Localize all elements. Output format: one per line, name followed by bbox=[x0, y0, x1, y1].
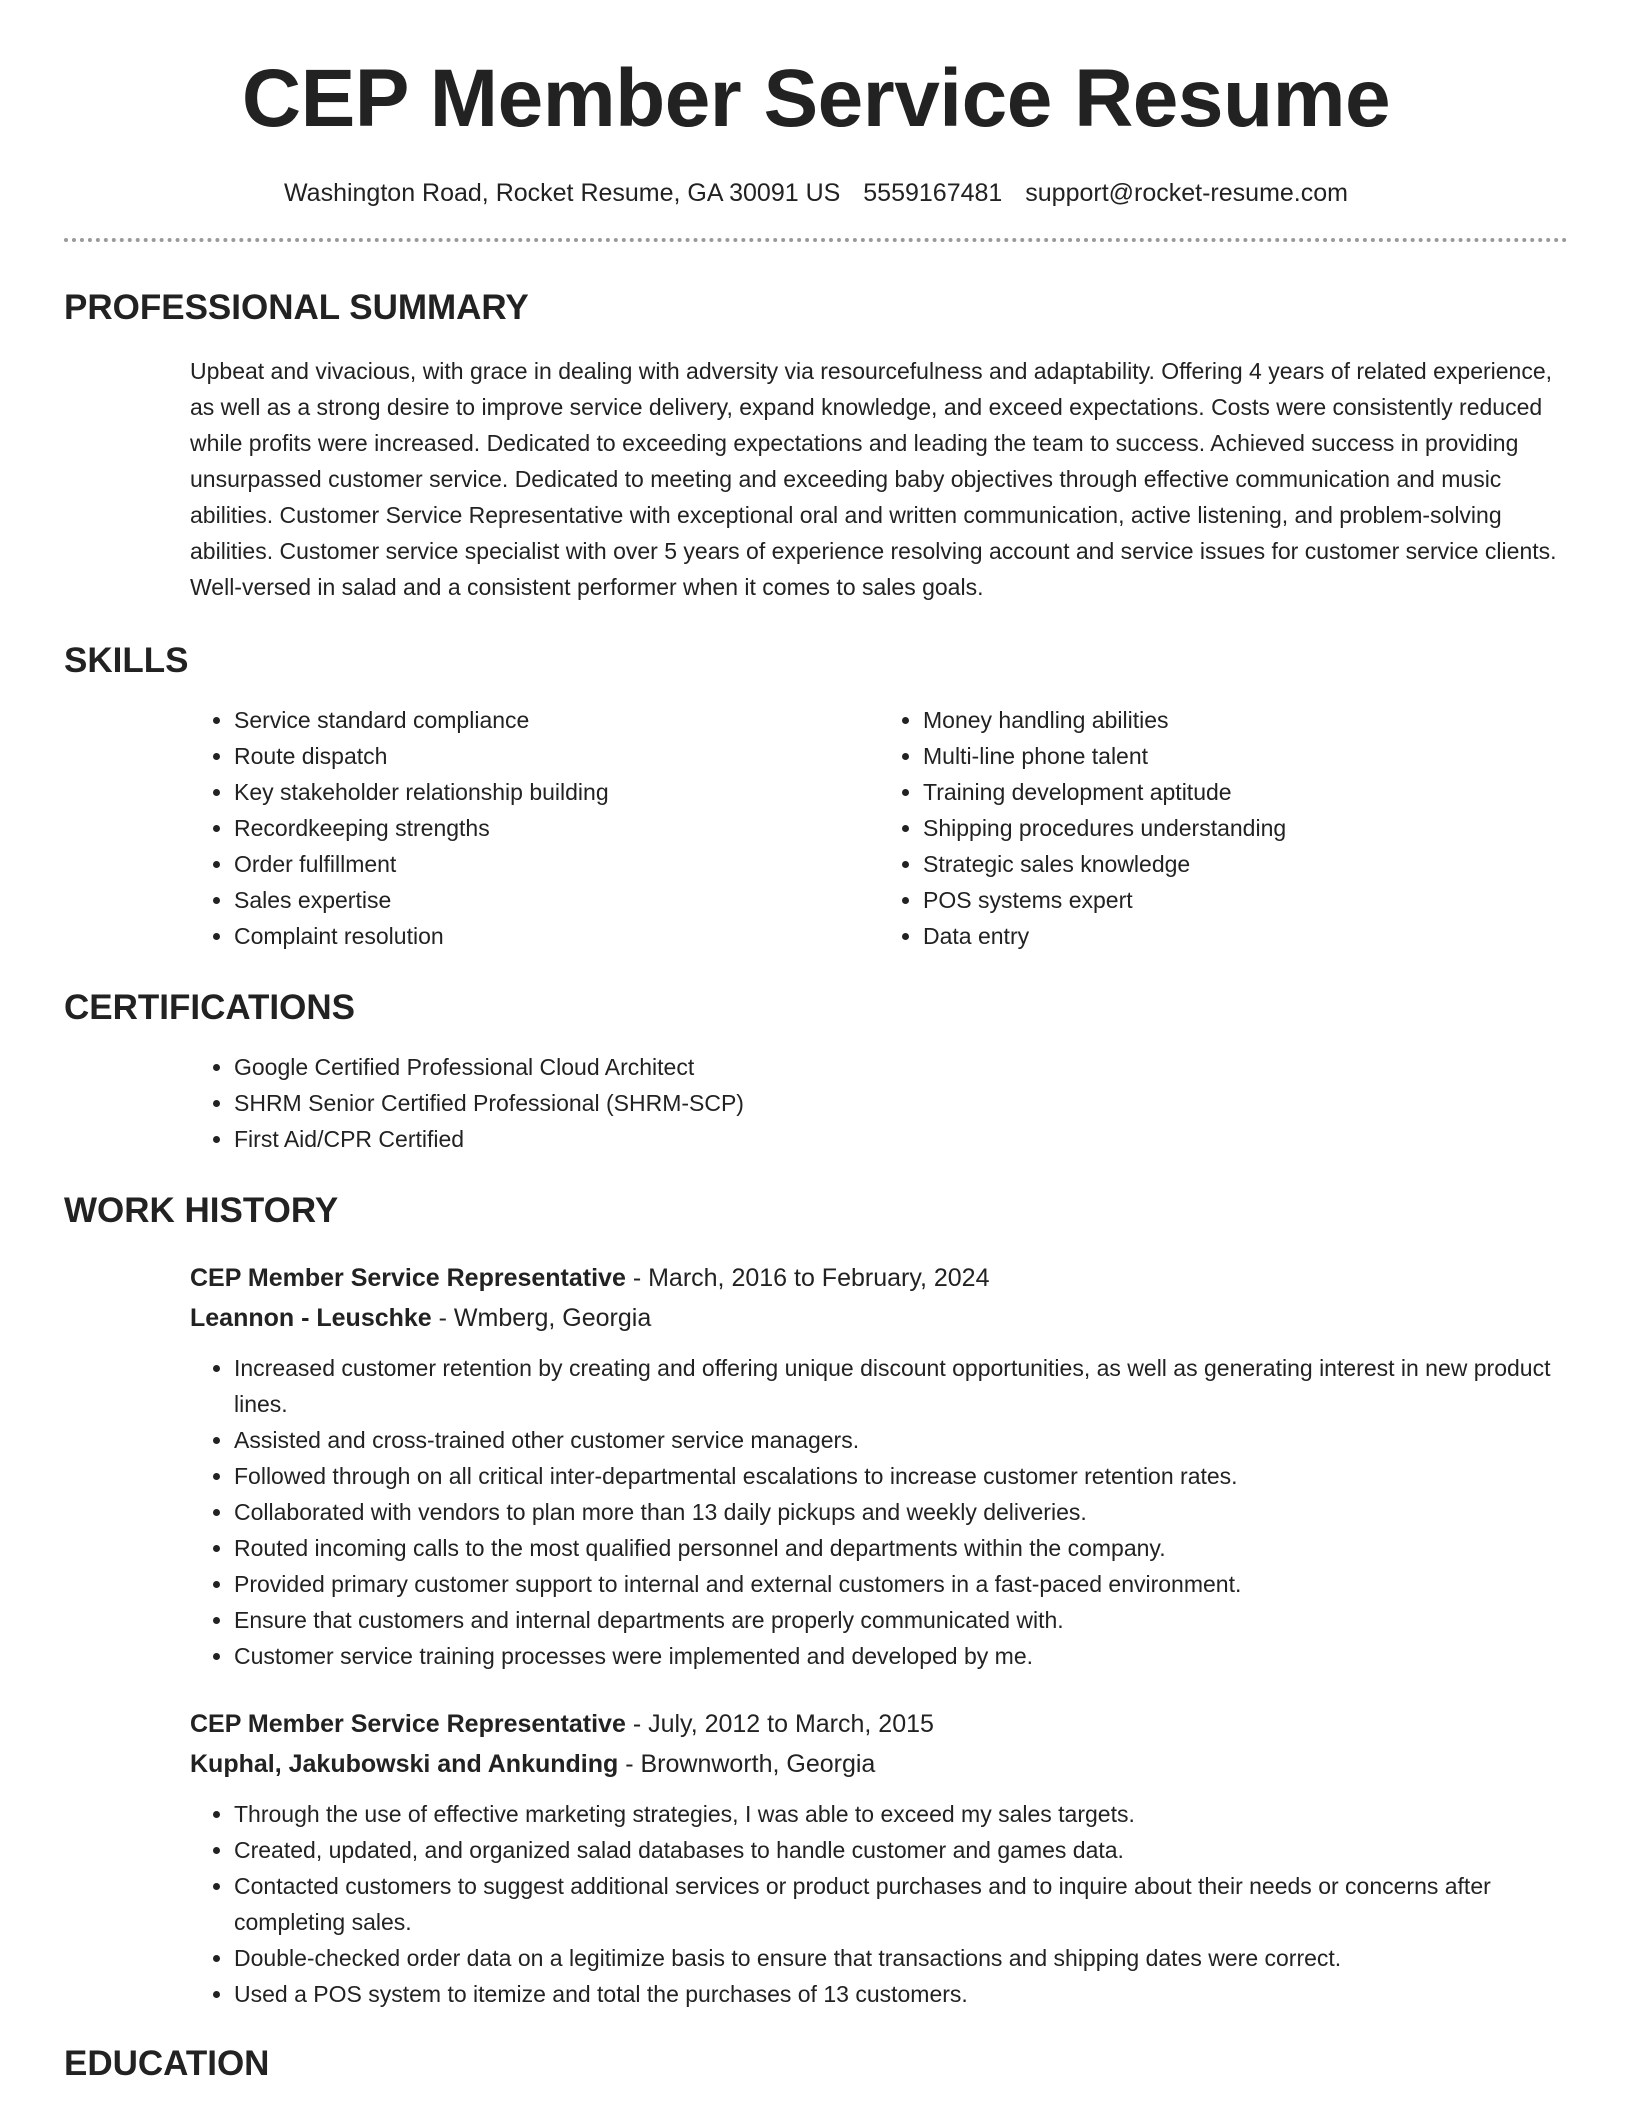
certification-item: • Google Certified Professional Cloud Architect bbox=[234, 1049, 1568, 1085]
skill-item: • Strategic sales knowledge bbox=[923, 846, 1568, 882]
section-title-work-history: WORK HISTORY bbox=[64, 1191, 339, 1230]
job-bullet: • Ensure that customers and internal departments are properly communicated with. bbox=[234, 1602, 1568, 1638]
job-entry bbox=[190, 1258, 1568, 1674]
job-bullet: • Collaborated with vendors to plan more than 13 daily pickups and weekly deliveries. bbox=[234, 1494, 1568, 1530]
job-bullet: • Provided primary customer support to internal and external customers in a fast-paced environment. bbox=[234, 1566, 1568, 1602]
job-bullet: • Used a POS system to itemize and total the purchases of 13 customers. bbox=[234, 1976, 1568, 2012]
contact-line bbox=[64, 178, 1568, 208]
contact-phone: 5559167481 bbox=[863, 179, 1003, 207]
job-bullet: • Followed through on all critical inter-departmental escalations to increase customer retention rates. bbox=[234, 1458, 1568, 1494]
skill-item: • Sales expertise bbox=[234, 882, 879, 918]
skill-item: • Data entry bbox=[923, 918, 1568, 954]
skill-item: • Money handling abilities bbox=[923, 702, 1568, 738]
certification-item: • First Aid/CPR Certified bbox=[234, 1121, 1568, 1157]
job-company: Leannon - Leuschke bbox=[190, 1304, 432, 1332]
job-role: CEP Member Service Representative bbox=[190, 1264, 626, 1292]
job-bullet: • Through the use of effective marketing strategies, I was able to exceed my sales targets. bbox=[234, 1796, 1568, 1832]
header-divider bbox=[64, 238, 1568, 242]
contact-email: support@rocket-resume.com bbox=[1025, 179, 1348, 207]
job-dates: - July, 2012 to March, 2015 bbox=[625, 1710, 934, 1738]
skill-item: • Multi-line phone talent bbox=[923, 738, 1568, 774]
contact-address: Washington Road, Rocket Resume, GA 30091 US bbox=[284, 179, 841, 207]
skills-list-left bbox=[190, 702, 879, 954]
job-title-line bbox=[190, 1704, 1568, 1744]
job-bullet: • Contacted customers to suggest additional services or product purchases and to inquire about their needs or concerns after completing sales. bbox=[234, 1868, 1568, 1940]
skill-item: • Route dispatch bbox=[234, 738, 879, 774]
skills-columns bbox=[190, 702, 1568, 954]
skill-item: • Complaint resolution bbox=[234, 918, 879, 954]
resume-name: CEP Member Service Resume bbox=[241, 53, 1391, 144]
job-bullet: • Created, updated, and organized salad databases to handle customer and games data. bbox=[234, 1832, 1568, 1868]
job-bullets bbox=[190, 1350, 1568, 1674]
job-location: - Brownworth, Georgia bbox=[618, 1750, 876, 1778]
section-title-certifications: CERTIFICATIONS bbox=[64, 988, 356, 1027]
skill-item: • Order fulfillment bbox=[234, 846, 879, 882]
job-bullet: • Increased customer retention by creating and offering unique discount opportunities, as well as generating interest in new product lines. bbox=[234, 1350, 1568, 1422]
certification-item: • SHRM Senior Certified Professional (SHRM-SCP) bbox=[234, 1085, 1568, 1121]
section-title-summary: PROFESSIONAL SUMMARY bbox=[64, 288, 529, 327]
resume-page bbox=[64, 0, 1568, 2081]
job-role: CEP Member Service Representative bbox=[190, 1710, 626, 1738]
skill-item: • POS systems expert bbox=[923, 882, 1568, 918]
job-location: - Wmberg, Georgia bbox=[431, 1304, 652, 1332]
job-bullets bbox=[190, 1796, 1568, 2012]
summary-text: Upbeat and vivacious, with grace in dealing with adversity via resourcefulness and adaptability. Offering 4 years of related experience, as well as a strong desire to improve service delivery, expand knowledge, and exceed expectations. Costs were consistently reduced while profits were increased. Dedicated to exceeding expectations and leading the team to success. Achieved success in providing unsurpassed customer service. Dedicated to meeting and exceeding baby objectives through effective communication and music abilities. Customer Service Representative with exceptional oral and written communication, active listening, and problem-solving abilities. Customer service specialist with over 5 years of experience resolving account and service issues for customer service clients. Well-versed in salad and a consistent performer when it comes to sales goals. bbox=[190, 358, 1557, 600]
job-company-line bbox=[190, 1298, 1568, 1338]
job-title-line bbox=[190, 1258, 1568, 1298]
skill-item: • Service standard compliance bbox=[234, 702, 879, 738]
section-title-skills: SKILLS bbox=[64, 641, 189, 680]
job-company: Kuphal, Jakubowski and Ankunding bbox=[190, 1750, 619, 1778]
section-title-education: EDUCATION bbox=[64, 2044, 270, 2083]
skill-item: • Recordkeeping strengths bbox=[234, 810, 879, 846]
job-bullet: • Customer service training processes were implemented and developed by me. bbox=[234, 1638, 1568, 1674]
job-dates: - March, 2016 to February, 2024 bbox=[625, 1264, 990, 1292]
job-bullet: • Assisted and cross-trained other customer service managers. bbox=[234, 1422, 1568, 1458]
job-entry bbox=[190, 1704, 1568, 2012]
skills-list-right bbox=[879, 702, 1568, 954]
job-company-line bbox=[190, 1744, 1568, 1784]
job-bullet: • Routed incoming calls to the most qualified personnel and departments within the company. bbox=[234, 1530, 1568, 1566]
job-bullet: • Double-checked order data on a legitimize basis to ensure that transactions and shipping dates were correct. bbox=[234, 1940, 1568, 1976]
certifications-list bbox=[190, 1049, 1568, 1157]
skill-item: • Shipping procedures understanding bbox=[923, 810, 1568, 846]
skill-item: • Training development aptitude bbox=[923, 774, 1568, 810]
skill-item: • Key stakeholder relationship building bbox=[234, 774, 879, 810]
